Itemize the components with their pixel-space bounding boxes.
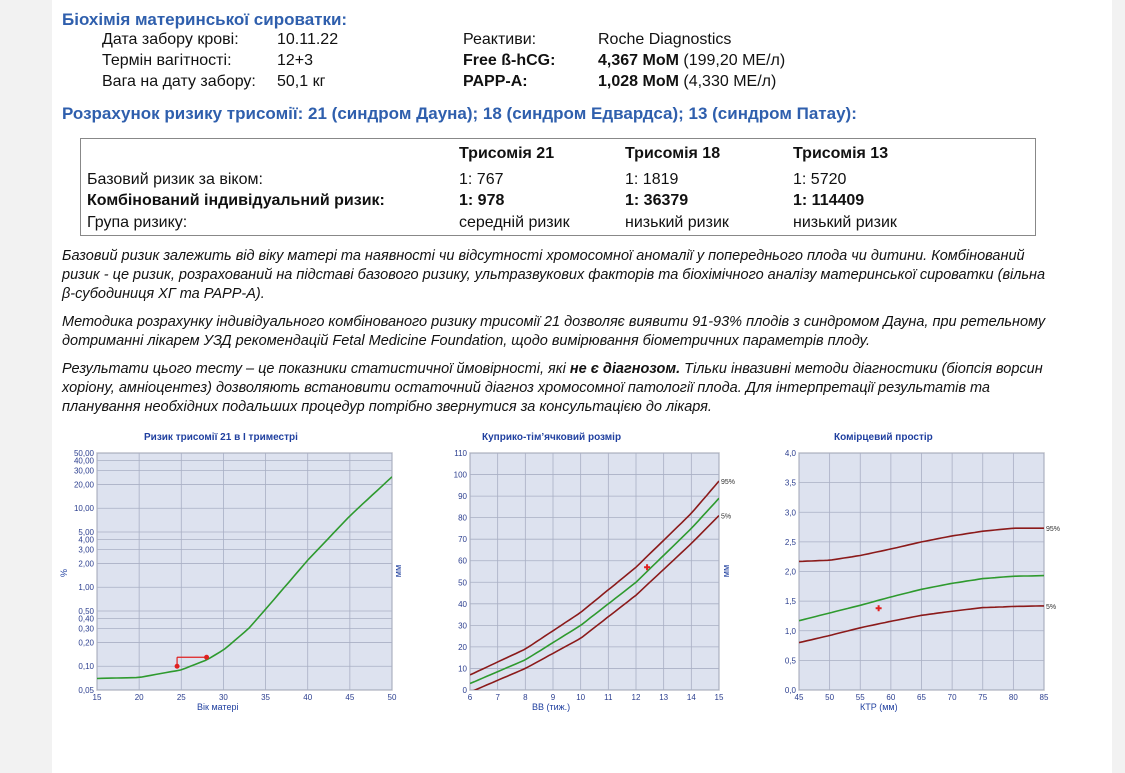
- y-tick-label: 0,30: [78, 624, 94, 634]
- y-tick-label: 3,0: [784, 508, 796, 518]
- x-tick-label: 6: [467, 693, 473, 702]
- hcg-label: Free ß-hCG:: [463, 52, 556, 69]
- y-tick-label: 50: [458, 578, 467, 588]
- series-label: 5%: [1046, 603, 1057, 611]
- y-tick-label: 0,40: [78, 614, 94, 624]
- x-tick-label: 75: [978, 693, 988, 702]
- chart-nuchal-translucency: [714, 445, 1062, 702]
- chart-trisomy21-risk: [52, 445, 397, 700]
- weight-label: Вага на дату забору:: [102, 73, 256, 90]
- chart1-xlabel: Вік матері: [197, 702, 239, 712]
- row-combined-risk-t21: 1: 978: [459, 192, 505, 209]
- x-tick-label: 20: [134, 693, 144, 702]
- row-risk-group-t21: середній ризик: [459, 214, 570, 231]
- x-tick-label: 10: [576, 693, 586, 702]
- plot-area: [470, 453, 719, 690]
- y-tick-label: 50,00: [73, 449, 94, 458]
- y-tick-label: 30: [458, 621, 467, 631]
- y-tick-label: 0,5: [784, 656, 796, 666]
- y-tick-label: 60: [458, 556, 467, 566]
- pappa-mom: 1,028 MoM: [598, 73, 679, 90]
- risk-heading: Розрахунок ризику трисомії: 21 (синдром Дауна); 18 (синдром Едвардса); 13 (синдром Патау):: [62, 104, 857, 123]
- x-tick-label: 50: [825, 693, 835, 702]
- y-tick-label: 90: [458, 492, 467, 502]
- disclaimer-text-2: Тільки інвазивні методи діагностики (біопсія ворсин хоріону, амніоцентез) дозволяють встановити остаточний діагноз хромосомної патології плода. Для інтерпретації результатів та планування необхідних подальших процедур потрібно звернутися за консультацією до лікаря.: [62, 361, 1043, 415]
- x-tick-label: 80: [1008, 693, 1018, 702]
- x-tick-label: 12: [631, 693, 641, 702]
- row-risk-group-t18: низький ризик: [625, 214, 729, 231]
- col-header-t18: Трисомія 18: [625, 145, 721, 162]
- x-tick-label: 8: [523, 693, 528, 702]
- y-tick-label: 0,10: [78, 662, 94, 672]
- col-header-t21: Трисомія 21: [459, 145, 555, 162]
- blood-date-value: 10.11.22: [277, 31, 339, 48]
- reagents-label: Реактиви:: [463, 31, 537, 48]
- x-tick-label: 45: [794, 693, 804, 702]
- y-tick-label: 110: [454, 449, 467, 458]
- weight-value: 50,1 кг: [277, 73, 326, 90]
- pappa-label: PAPP-A:: [463, 73, 528, 90]
- report-page: [52, 0, 1112, 773]
- row-base-risk-t13: 1: 5720: [793, 171, 847, 188]
- paragraph-disclaimer: [62, 360, 1062, 417]
- paragraph-methodology: Методика розрахунку індивідуального комбінованого ризику трисомії 21 дозволяє виявити 91-93% плодів з синдромом Дауна, при ретельному дотриманні лікарем УЗД рекомендацій Fetal Medicine Foundation, щодо вимірювання біометричних параметрів плоду.: [62, 314, 1046, 349]
- x-tick-label: 60: [886, 693, 896, 702]
- x-tick-label: 55: [855, 693, 865, 702]
- y-tick-label: 80: [458, 513, 467, 523]
- gestation-value: 12+3: [277, 52, 314, 69]
- x-tick-label: 70: [947, 693, 957, 702]
- hcg-mom: 4,367 MoM: [598, 52, 679, 69]
- y-tick-label: 5,00: [78, 528, 94, 537]
- series-label: 5%: [721, 513, 732, 521]
- y-tick-label: 20,00: [73, 480, 94, 490]
- y-tick-label: 4,0: [784, 449, 796, 458]
- row-combined-risk-label: Комбінований індивідуальний ризик:: [87, 192, 385, 209]
- x-tick-label: 65: [917, 693, 926, 702]
- chart3-ylabel: мм: [721, 564, 732, 578]
- y-tick-label: 40: [458, 599, 467, 609]
- row-risk-group-t13: низький ризик: [793, 214, 897, 231]
- y-tick-label: 3,00: [78, 545, 94, 555]
- x-tick-label: 9: [550, 693, 556, 702]
- x-tick-label: 40: [303, 693, 313, 702]
- y-tick-label: 2,00: [78, 559, 94, 569]
- blood-date-label: Дата забору крові:: [102, 31, 239, 48]
- row-base-risk-t18: 1: 1819: [625, 171, 679, 188]
- y-tick-label: 4,00: [78, 535, 94, 545]
- row-base-risk-t21: 1: 767: [459, 171, 504, 188]
- hcg-value: [598, 52, 785, 70]
- paragraph-base-risk: Базовий ризик залежить від віку матері та наявності чи відсутності хромосомної аномалії у попереднього плода чи дитини. Комбінований ризик - це ризик, розрахований на підставі базового ризику, ультразвукових факторів та біохімічного аналізу материнської сироватки (вільна β-субодиниця ХГ та PAPP-A).: [62, 248, 1046, 302]
- y-tick-label: 2,5: [784, 537, 796, 547]
- col-header-t13: Трисомія 13: [793, 145, 889, 162]
- chart2-title: Куприко-тім’ячковий розмір: [482, 432, 622, 443]
- x-tick-label: 35: [261, 693, 271, 702]
- x-tick-label: 50: [387, 693, 397, 702]
- row-base-risk-label: Базовий ризик за віком:: [87, 171, 263, 188]
- marker-individual-risk: [175, 664, 180, 669]
- series-label: 95%: [1046, 526, 1061, 534]
- pappa-value: [598, 73, 776, 91]
- x-tick-label: 30: [218, 693, 228, 702]
- chart-crl: [397, 445, 736, 702]
- y-tick-label: 3,5: [784, 478, 796, 488]
- x-tick-label: 45: [345, 693, 355, 702]
- chart1-ylabel: %: [59, 568, 70, 578]
- y-tick-label: 0,50: [78, 607, 94, 616]
- y-tick-label: 1,00: [78, 583, 94, 593]
- x-tick-label: 85: [1039, 693, 1049, 702]
- y-tick-label: 0,0: [784, 686, 796, 695]
- marker-base-risk: [204, 655, 209, 660]
- y-tick-label: 1,0: [784, 626, 796, 636]
- y-tick-label: 30,00: [73, 466, 94, 476]
- chart2-ylabel: мм: [393, 564, 404, 578]
- biochemistry-heading: Біохімія материнської сироватки:: [62, 10, 348, 29]
- y-tick-label: 0,05: [78, 686, 94, 695]
- disclaimer-bold: не є діагнозом.: [569, 361, 681, 377]
- row-combined-risk-t18: 1: 36379: [625, 192, 689, 209]
- row-risk-group-label: Група ризику:: [87, 214, 188, 231]
- x-tick-label: 15: [92, 693, 102, 702]
- series-label: 95%: [721, 479, 736, 487]
- y-tick-label: 20: [458, 642, 467, 652]
- gestation-label: Термін вагітності:: [102, 52, 232, 69]
- y-tick-label: 10: [458, 664, 467, 674]
- x-tick-label: 11: [604, 693, 613, 702]
- y-tick-label: 1,5: [784, 597, 796, 607]
- chart2-xlabel: ВВ (тиж.): [532, 702, 571, 712]
- y-tick-label: 10,00: [73, 504, 94, 514]
- pappa-units: (4,330 МЕ/л): [683, 73, 777, 90]
- plot-area: [97, 453, 392, 690]
- y-tick-label: 0,20: [78, 638, 94, 648]
- reagents-value: Roche Diagnostics: [598, 31, 732, 48]
- x-tick-label: 14: [686, 693, 696, 702]
- x-tick-label: 7: [495, 693, 500, 702]
- y-tick-label: 40,00: [73, 456, 94, 466]
- hcg-units: (199,20 МЕ/л): [683, 52, 786, 69]
- y-tick-label: 0: [462, 686, 467, 695]
- chart1-title: Ризик трисомії 21 в І триместрі: [144, 432, 298, 443]
- disclaimer-text-1: Результати цього тесту – це показники статистичної ймовірності, які: [62, 361, 570, 377]
- chart3-title: Комірцевий простір: [834, 432, 933, 443]
- chart3-xlabel: КТР (мм): [860, 702, 898, 712]
- x-tick-label: 25: [176, 693, 186, 702]
- x-tick-label: 15: [714, 693, 724, 702]
- y-tick-label: 70: [458, 535, 467, 545]
- x-tick-label: 13: [659, 693, 669, 702]
- row-combined-risk-t13: 1: 114409: [793, 192, 865, 209]
- risk-table: [80, 138, 1036, 236]
- y-tick-label: 100: [453, 470, 467, 480]
- y-tick-label: 2,0: [784, 567, 796, 577]
